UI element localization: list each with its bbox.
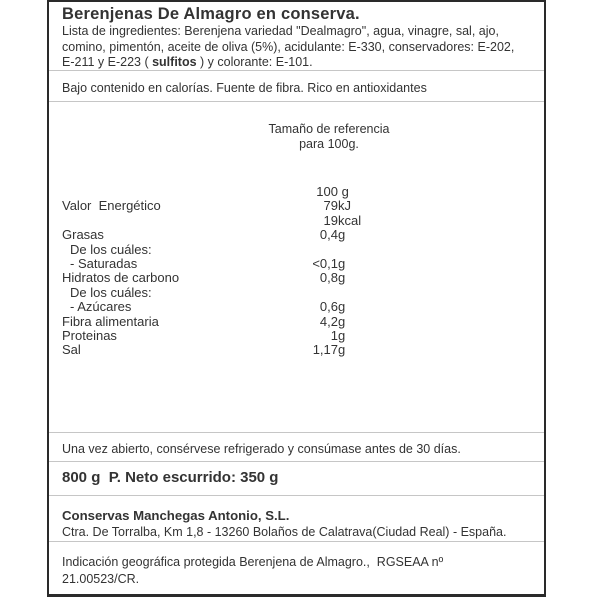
igp-text <box>62 554 443 588</box>
allergen-sulfites-bold: sulfitos <box>152 55 197 69</box>
nutrition-row <box>49 329 544 343</box>
row-value-number: 0,4 <box>319 227 338 243</box>
row-label: Proteinas <box>62 327 117 343</box>
row-label: - Saturadas <box>70 255 138 271</box>
row-value-unit: g <box>338 342 346 358</box>
column-header-unit: g <box>338 184 349 199</box>
row-value-number: 4,2 <box>319 313 338 329</box>
row-value-number: 0,8 <box>319 270 338 286</box>
section-divider <box>49 432 544 433</box>
ingredients-line-3 <box>62 55 514 71</box>
nutrition-row <box>49 199 544 213</box>
nutrition-table <box>49 185 544 358</box>
row-label: De los cuáles: <box>70 284 152 300</box>
row-value-number: <0,1 <box>312 255 338 271</box>
reference-size-text <box>159 122 499 152</box>
row-label: Grasas <box>62 227 104 243</box>
reference-size-line-1: Tamaño de referencia <box>268 122 390 136</box>
product-label <box>47 0 546 597</box>
nutrition-row <box>49 315 544 329</box>
row-value-number: 19 <box>323 212 338 228</box>
row-value-unit: g <box>338 227 346 243</box>
ingredients-line-2: comino, pimentón, aceite de oliva (5%), acidulante: E-330, conservadores: E-202, <box>62 39 515 54</box>
nutrition-row <box>49 343 544 357</box>
ingredients-text <box>62 24 514 71</box>
nutrition-row <box>49 214 544 228</box>
manufacturer-name: Conservas Manchegas Antonio, S.L. <box>62 508 290 523</box>
net-weight-text: 800 g P. Neto escurrido: 350 g <box>62 469 279 486</box>
claims-text: Bajo contenido en calorías. Fuente de fibra. Rico en antioxidantes <box>62 81 427 95</box>
product-title: Berenjenas De Almagro en conserva. <box>62 5 360 23</box>
storage-note: Una vez abierto, consérvese refrigerado y consúmase antes de 30 días. <box>62 442 461 456</box>
nutrition-row <box>49 300 544 314</box>
row-value-unit: g <box>338 270 346 286</box>
row-label: Valor Energético <box>62 198 161 214</box>
row-value-unit: kcal <box>338 212 362 228</box>
row-label: Fibra alimentaria <box>62 313 159 329</box>
nutrition-row <box>49 271 544 285</box>
manufacturer-block <box>62 507 506 540</box>
row-label: Sal <box>62 342 81 358</box>
section-divider <box>49 495 544 496</box>
reference-size-line-2: para 100g. <box>299 137 359 151</box>
row-label: Hidratos de carbono <box>62 270 180 286</box>
row-value-number: 79 <box>323 198 338 214</box>
row-value-number: 0,6 <box>319 299 338 315</box>
ingredients-line-3-before: E-211 y E-223 ( <box>62 55 153 69</box>
section-divider <box>49 101 544 102</box>
row-value-unit: g <box>338 255 346 271</box>
row-label: - Azúcares <box>70 299 132 315</box>
manufacturer-address: Ctra. De Torralba, Km 1,8 - 13260 Bolaños de Calatrava(Ciudad Real) - España. <box>62 525 507 539</box>
section-divider <box>49 461 544 462</box>
ingredients-line-1: Lista de ingredientes: Berenjena variedad "Dealmagro", agua, vinagre, sal, ajo, <box>62 24 499 38</box>
nutrition-row <box>49 228 544 242</box>
row-label: De los cuáles: <box>70 241 152 257</box>
row-value-unit: kJ <box>338 198 351 214</box>
row-value-unit: g <box>338 313 346 329</box>
section-divider <box>49 70 544 71</box>
igp-line-2: 21.00523/CR. <box>62 572 140 586</box>
nutrition-row <box>49 257 544 271</box>
igp-line-1: Indicación geográfica protegida Berenjena de Almagro., RGSEAA nº <box>62 555 444 569</box>
column-header-number: 100 <box>316 184 338 199</box>
ingredients-line-3-after: ) y colorante: E-101. <box>196 55 313 69</box>
row-value-number: 1,17 <box>312 342 338 358</box>
row-value-unit: g <box>338 327 346 343</box>
row-value-unit: g <box>338 299 346 315</box>
nutrition-row <box>49 243 544 257</box>
nutrition-header-row <box>49 185 544 199</box>
row-value-number: 1 <box>330 327 338 343</box>
section-divider <box>49 541 544 542</box>
nutrition-row <box>49 286 544 300</box>
